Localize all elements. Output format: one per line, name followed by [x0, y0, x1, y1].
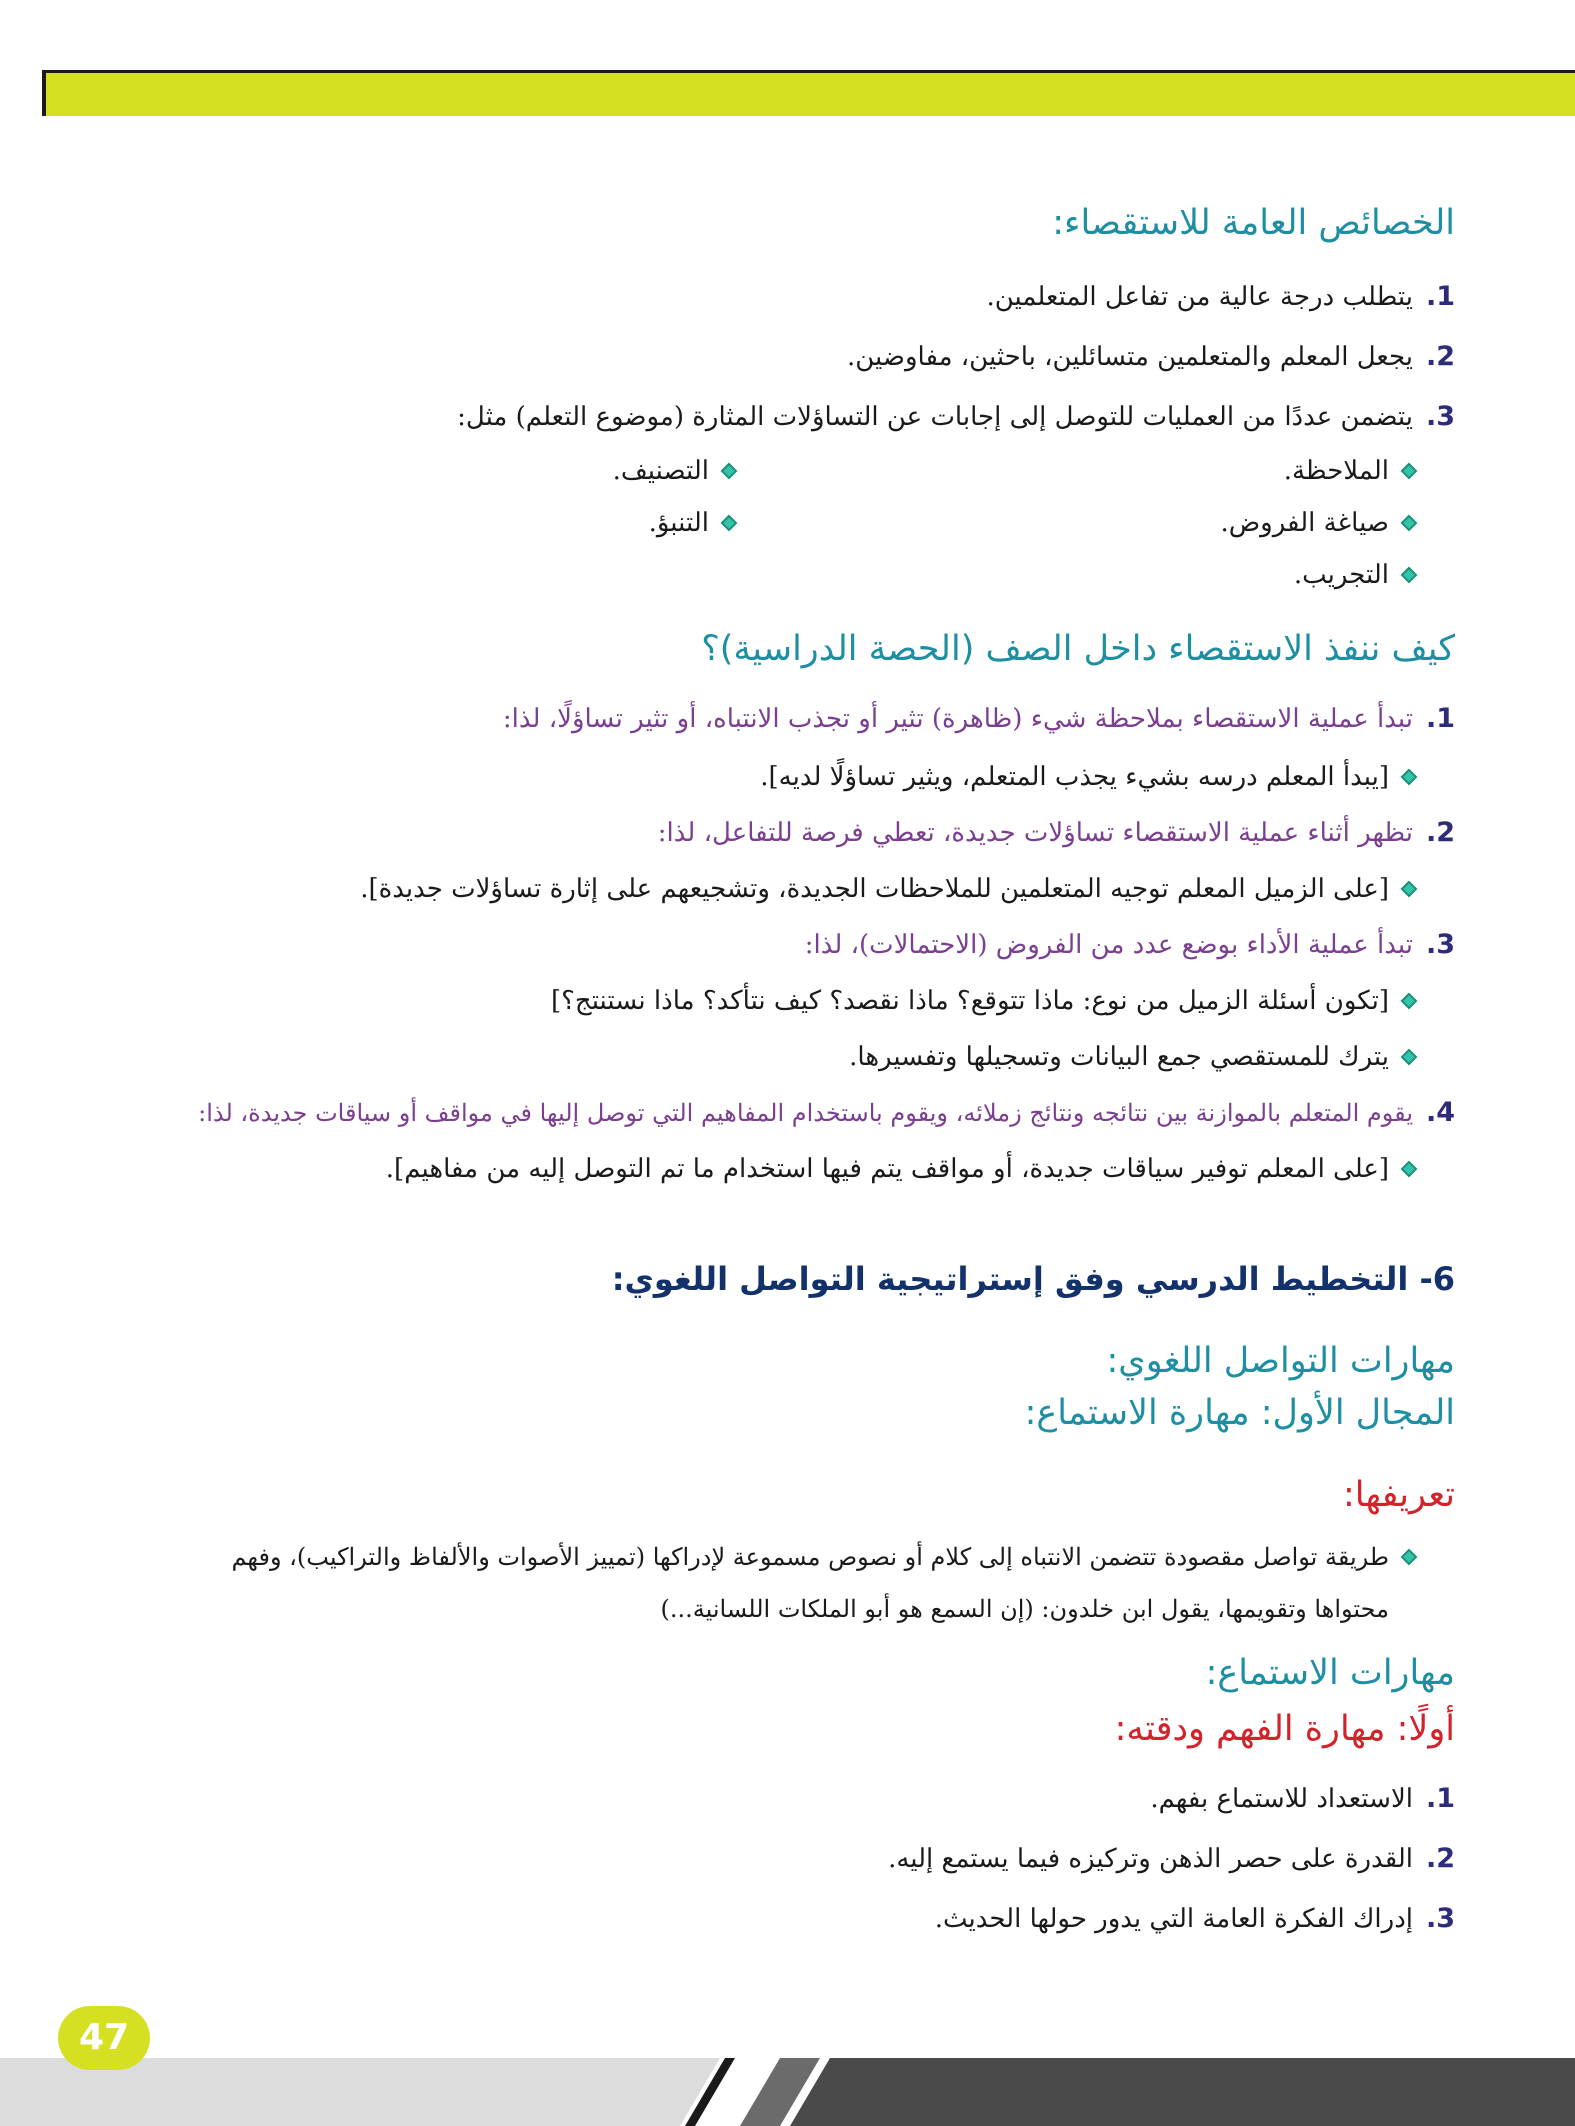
item-text: يقوم المتعلم بالموازنة بين نتائجه ونتائج زملائه، ويقوم باستخدام المفاهيم التي توصل إليها في مواقف أو سياقات جديدة، لذا: — [198, 1099, 1413, 1127]
bullet-text: [يبدأ المعلم درسه بشيء يجذب المتعلم، ويثير تساؤلًا لديه]. — [760, 762, 1389, 792]
section1-title: الخصائص العامة للاستقصاء: — [1052, 203, 1455, 243]
item-number: 4. — [1425, 1097, 1455, 1128]
item-text: القدرة على حصر الذهن وتركيزه فيما يستمع إليه. — [888, 1844, 1413, 1874]
bullet-icon — [1401, 993, 1418, 1010]
item-number: 1. — [1425, 1783, 1455, 1814]
item-number: 2. — [1425, 341, 1455, 372]
first-skill-title: أولًا: مهارة الفهم ودقته: — [1114, 1709, 1455, 1749]
item-text: يتضمن عددًا من العمليات للتوصل إلى إجابات عن التساؤلات المثارة (موضوع التعلم) مثل: — [457, 402, 1413, 432]
page-number: 47 — [58, 2006, 150, 2070]
bullet-text: التجريب. — [1293, 560, 1389, 590]
item-number: 1. — [1425, 281, 1455, 312]
footer-stripes — [0, 2058, 1575, 2126]
bullet-icon — [1401, 567, 1418, 584]
subheading: المجال الأول: مهارة الاستماع: — [1024, 1393, 1455, 1433]
list-item — [658, 814, 1455, 852]
bullet-icon — [1401, 515, 1418, 532]
bullet-text: الملاحظة. — [1283, 456, 1389, 486]
bullet-text: التنبؤ. — [648, 508, 709, 538]
item-text: الاستعداد للاستماع بفهم. — [1150, 1784, 1413, 1814]
bullet-item — [1294, 556, 1415, 594]
list-item — [888, 1840, 1455, 1878]
list-item — [847, 338, 1455, 376]
bullet-icon — [1401, 1161, 1418, 1178]
bullet-text: يترك للمستقصي جمع البيانات وتسجيلها وتفسيرها. — [849, 1042, 1389, 1072]
skills-title: مهارات الاستماع: — [1205, 1653, 1455, 1693]
definition-text: محتواها وتقويمها، يقول ابن خلدون: (إن السمع هو أبو الملكات اللسانية...) — [660, 1595, 1389, 1623]
item-text: يجعل المعلم والمتعلمين متسائلين، باحثين، مفاوضين. — [846, 342, 1413, 372]
bullet-item — [1284, 452, 1415, 490]
definition-title: تعريفها: — [1343, 1475, 1455, 1515]
section2-title: كيف ننفذ الاستقصاء داخل الصف (الحصة الدراسية)؟ — [701, 629, 1455, 669]
bullet-icon — [1401, 1049, 1418, 1066]
bullet-icon — [1401, 463, 1418, 480]
bullet-text: [على المعلم توفير سياقات جديدة، أو مواقف يتم فيها استخدام ما تم التوصل إليه من مفاهيم]. — [385, 1154, 1389, 1184]
list-item — [935, 1900, 1455, 1938]
list-item — [1150, 1780, 1455, 1818]
definition-continuation — [661, 1590, 1390, 1628]
item-number: 2. — [1425, 817, 1455, 848]
top-accent-bar — [42, 70, 1575, 116]
list-item — [198, 1094, 1455, 1132]
bullet-item — [1220, 504, 1415, 542]
bullet-item — [551, 982, 1415, 1020]
subheading: مهارات التواصل اللغوي: — [1106, 1341, 1455, 1381]
bullet-icon — [1401, 881, 1418, 898]
bullet-icon — [1401, 1549, 1418, 1566]
item-text: تبدأ عملية الأداء بوضع عدد من الفروض (الاحتمالات)، لذا: — [804, 930, 1413, 960]
bullet-item — [649, 504, 735, 542]
bullet-item — [613, 452, 735, 490]
bullet-item — [231, 1538, 1415, 1576]
bullet-text: [على الزميل المعلم توجيه المتعلمين للملاحظات الجديدة، وتشجيعهم على إثارة تساؤلات جديدة]. — [360, 874, 1389, 904]
item-number: 2. — [1425, 1843, 1455, 1874]
bullet-text: [تكون أسئلة الزميل من نوع: ماذا تتوقع؟ ماذا نقصد؟ كيف نتأكد؟ ماذا نستنتج؟] — [550, 986, 1389, 1016]
bullet-text: التصنيف. — [612, 456, 709, 486]
bullet-icon — [721, 463, 738, 480]
item-text: تبدأ عملية الاستقصاء بملاحظة شيء (ظاهرة) تثير أو تجذب الانتباه، أو تثير تساؤلًا، لذا: — [502, 704, 1413, 734]
item-number: 3. — [1425, 929, 1455, 960]
bullet-item — [360, 870, 1415, 908]
list-item — [457, 398, 1455, 436]
item-number: 1. — [1425, 703, 1455, 734]
list-item — [987, 278, 1456, 316]
bullet-item — [760, 758, 1415, 796]
bullet-icon — [1401, 769, 1418, 786]
bullet-item — [849, 1038, 1415, 1076]
item-text: إدراك الفكرة العامة التي يدور حولها الحديث. — [934, 1904, 1413, 1934]
list-item — [805, 926, 1455, 964]
list-item — [503, 700, 1455, 738]
item-number: 3. — [1425, 1903, 1455, 1934]
bullet-text: صياغة الفروض. — [1220, 508, 1389, 538]
item-number: 3. — [1425, 401, 1455, 432]
bullet-icon — [721, 515, 738, 532]
bullet-item — [386, 1150, 1415, 1188]
item-text: تظهر أثناء عملية الاستقصاء تساؤلات جديدة، تعطي فرصة للتفاعل، لذا: — [657, 818, 1413, 848]
section3-title: 6- التخطيط الدرسي وفق إستراتيجية التواصل اللغوي: — [611, 1260, 1455, 1298]
item-text: يتطلب درجة عالية من تفاعل المتعلمين. — [986, 282, 1413, 312]
bullet-text: طريقة تواصل مقصودة تتضمن الانتباه إلى كلام أو نصوص مسموعة لإدراكها (تمييز الأصوات والألفاظ والتراكيب)، وفهم — [231, 1543, 1389, 1571]
